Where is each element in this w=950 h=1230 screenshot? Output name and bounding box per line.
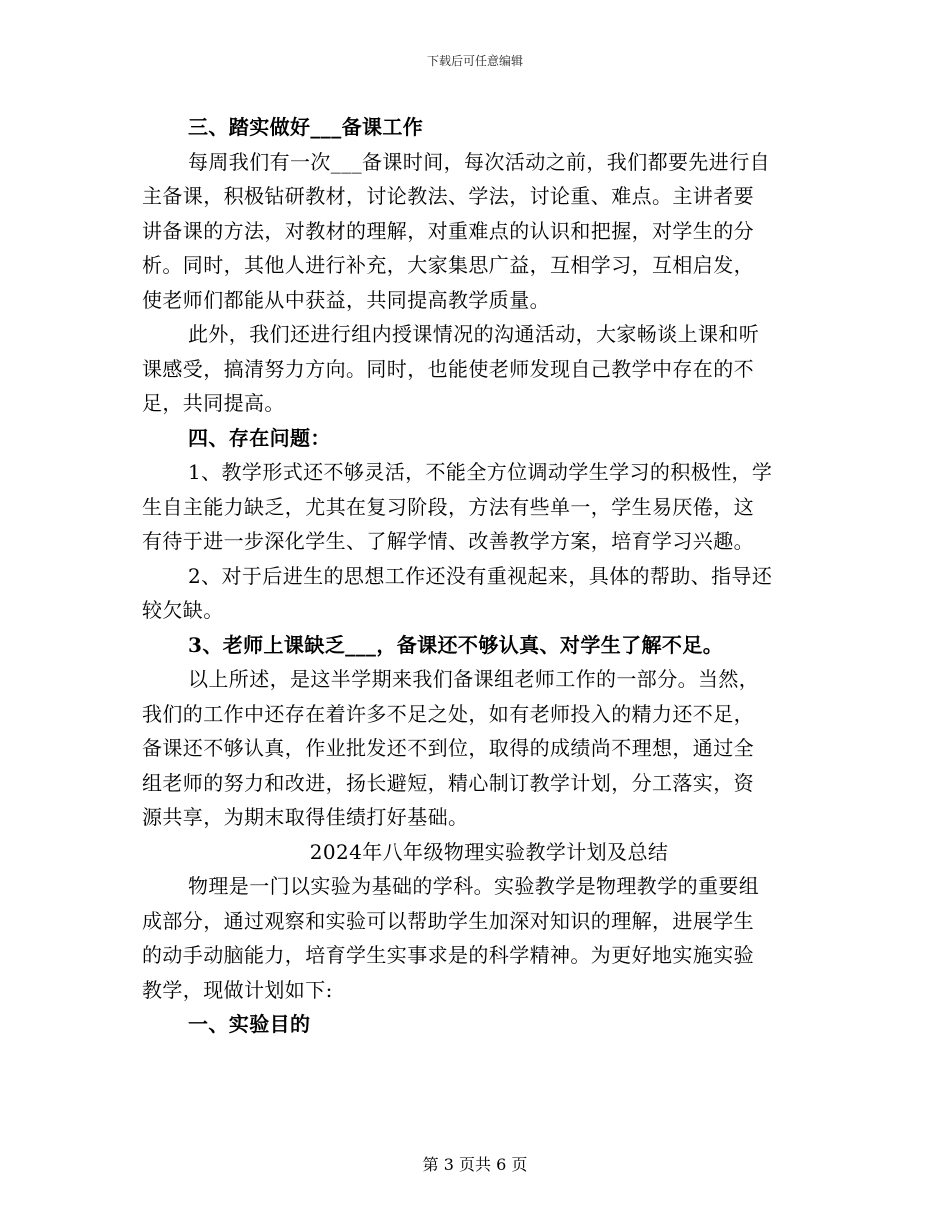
page-header: 下载后可任意编辑	[426, 54, 523, 68]
paragraph-line: 此外，我们还进行组内授课情况的沟通活动，大家畅谈上课和听	[188, 322, 760, 346]
paragraph-line: 教学，现做计划如下:	[142, 977, 333, 1002]
paragraph-line: 我们的工作中还存在着许多不足之处，如有老师投入的精力还不足，	[142, 701, 754, 726]
paragraph-line: 主备课，积极钻研教材，讨论教法、学法，讨论重、难点。主讲者要	[142, 184, 754, 208]
paragraph-line: 组老师的努力和改进，扬长避短，精心制订教学计划，分工落实，资	[142, 770, 754, 795]
paragraph-line: 物理是一门以实验为基础的学科。实验教学是物理教学的重要组	[188, 874, 760, 898]
document-title: 2024年八年级物理实验教学计划及总结	[309, 839, 669, 864]
paragraph-line: 2、对于后进生的思想工作还没有重视起来，具体的帮助、指导还	[188, 563, 773, 588]
document-body	[142, 110, 808, 1042]
paragraph-line: 足，共同提高。	[142, 391, 285, 415]
paragraph-line: 每周我们有一次___备课时间，每次活动之前，我们都要先进行自	[188, 149, 770, 174]
paragraph-line: 1、教学形式还不够灵活，不能全方位调动学生学习的积极性，学	[188, 460, 773, 484]
bold-item-line: 3、老师上课缺乏___，备课还不够认真、对学生了解不足。	[188, 632, 724, 657]
page-number: 第 3 页共 6 页	[422, 1155, 528, 1174]
section-heading-lesson-prep: 三、踏实做好___备课工作	[188, 115, 424, 139]
paragraph-line: 析。同时，其他人进行补充，大家集思广益，互相学习，互相启发，	[142, 253, 754, 277]
paragraph-line: 备课还不够认真，作业批发还不到位，取得的成绩尚不理想，通过全	[142, 736, 754, 760]
section-heading-problems: 四、存在问题：	[188, 425, 331, 450]
paragraph-line: 课感受，搞清努力方向。同时，也能使老师发现自己教学中存在的不	[142, 356, 754, 381]
paragraph-line: 较欠缺。	[142, 598, 224, 622]
paragraph-line: 有待于进一步深化学生、了解学情、改善教学方案，培育学习兴趣。	[142, 529, 754, 553]
paragraph-line: 源共享，为期末取得佳绩打好基础。	[142, 805, 469, 829]
paragraph-line: 生自主能力缺乏，尤其在复习阶段，方法有些单一，学生易厌倦，这	[142, 494, 754, 519]
section-heading-experiment-goals: 一、实验目的	[188, 1012, 311, 1036]
paragraph-line: 成部分，通过观察和实验可以帮助学生加深对知识的理解，进展学生	[142, 908, 754, 933]
paragraph-line: 以上所述，是这半学期来我们备课组老师工作的一部分。当然，	[188, 667, 760, 691]
paragraph-line: 的动手动脑能力，培育学生实事求是的科学精神。为更好地实施实验	[142, 943, 754, 967]
paragraph-line: 讲备课的方法，对教材的理解，对重难点的认识和把握，对学生的分	[142, 218, 754, 243]
paragraph-line: 使老师们都能从中获益，共同提高教学质量。	[142, 287, 550, 312]
